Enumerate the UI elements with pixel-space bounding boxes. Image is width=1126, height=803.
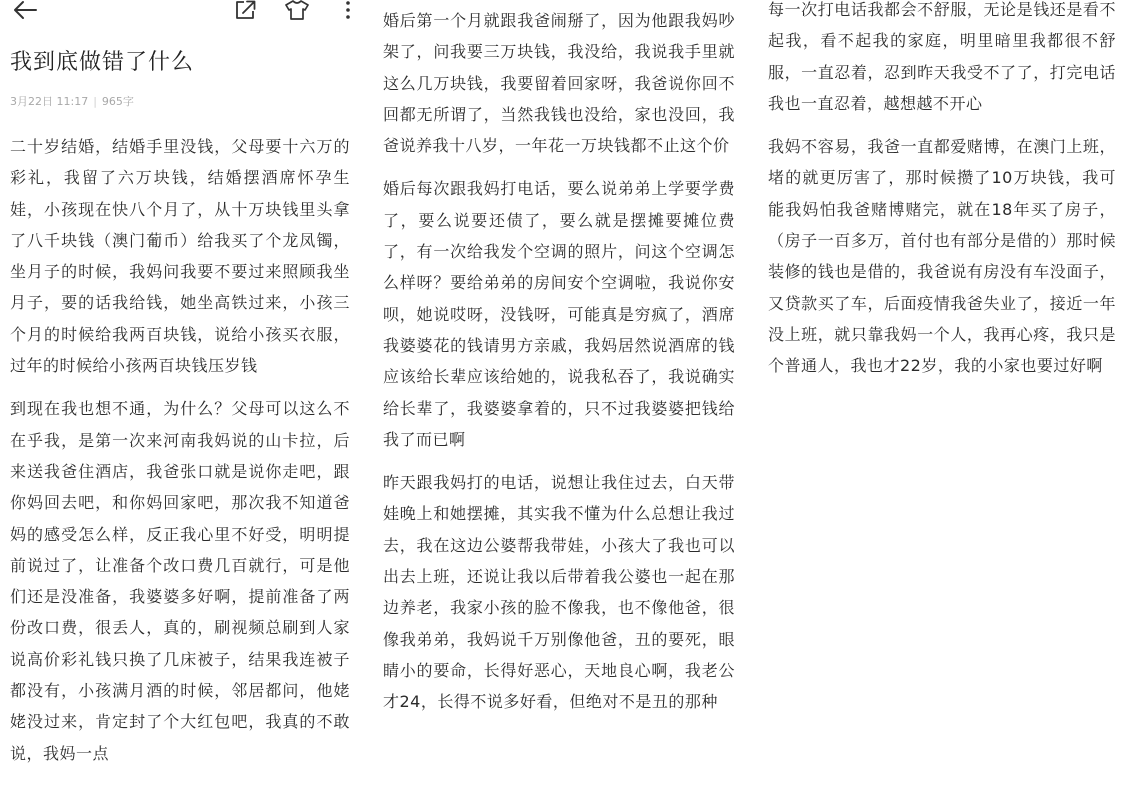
article-paragraph: 昨天跟我妈打的电话，说想让我住过去，白天带娃晚上和她摆摊，其实我不懂为什么总想让我过去，我在这边公婆帮我带娃，小孩大了我也可以出去上班，还说让我以后带着我公婆也一起在那边养老，我家小孩的脸不像我，也不像他爸，很像我弟弟，我妈说千万别像他爸，丑的要死，眼睛小的要命，长得好恶心，天地良心啊，我老公才24，长得不说多好看，但绝对不是丑的那种 [383, 473, 735, 712]
article-meta [10, 93, 134, 109]
column-2 [373, 0, 745, 803]
top-toolbar [0, 0, 360, 26]
article-body-part-3 [768, 0, 1116, 382]
theme-button[interactable] [282, 0, 312, 24]
article-body-part-2 [383, 5, 735, 718]
article-date: 3月22日 11:17 [10, 95, 89, 108]
back-button[interactable] [8, 0, 42, 24]
share-icon [233, 0, 257, 25]
share-button[interactable] [230, 0, 260, 24]
arrow-left-icon [12, 0, 38, 24]
more-button[interactable] [336, 0, 360, 24]
article-body-part-1 [10, 131, 350, 769]
article-paragraph: 到现在我也想不通，为什么？父母可以这么不在乎我，是第一次来河南我妈说的山卡拉，后来送我爸住酒店，我爸张口就是说你走吧，跟你妈回去吧，和你妈回家吧，那次我不知道爸妈的感受怎么样，反正我心里不好受，明明提前说过了，让准备个改口费几百就行，可是他们还是没准备，我婆婆多好啊，提前准备了两份改口费，很丢人，真的，刷视频总刷到人家说高价彩礼钱只换了几床被子，结果我连被子都没有，小孩满月酒的时候，邻居都问，他姥姥没过来，肯定封了个大红包吧，我真的不敢说，我妈一点 [10, 399, 350, 763]
article-paragraph: 婚后每次跟我妈打电话，要么说弟弟上学要学费了，要么说要还债了，要么就是摆摊要摊位费了，有一次给我发个空调的照片，问这个空调怎么样呀？要给弟弟的房间安个空调啦，我说你安呗，她说哎呀，没钱呀，可能真是穷疯了，酒席我婆婆花的钱请男方亲戚，我妈居然说酒席的钱应该给长辈应该给她的，说我私吞了，我说确实给长辈了，我婆婆拿着的，只不过我婆婆把钱给我了而已啊 [383, 179, 735, 449]
more-vertical-icon [344, 0, 352, 25]
tshirt-icon [284, 0, 310, 25]
article-paragraph: 婚后第一个月就跟我爸闹掰了，因为他跟我妈吵架了，问我要三万块钱，我没给，我说我手里就这么几万块钱，我要留着回家呀，我爸说你回不回都无所谓了，当然我钱也没给，家也没回，我爸说养我十八岁，一年花一万块钱都不止这个价 [383, 11, 735, 156]
article-paragraph: 我妈不容易，我爸一直都爱赌博，在澳门上班，堵的就更厉害了，那时候攒了10万块钱，我可能我妈怕我爸赌博赌完，就在18年买了房子，（房子一百多万，首付也有部分是借的）那时候装修的钱也是借的，我爸说有房没有车没面子，又贷款买了车，后面疫情我爸失业了，接近一年没上班，就只靠我妈一个人，我再心疼，我只是个普通人，我也才22岁，我的小家也要过好啊 [768, 137, 1116, 376]
column-3 [758, 0, 1126, 803]
article-word-count: 965字 [101, 95, 134, 108]
article-title: 我到底做错了什么 [10, 50, 195, 75]
article-paragraph: 每一次打电话我都会不舒服，无论是钱还是看不起我，看不起我的家庭，明里暗里我都很不舒服，一直忍着，忍到昨天我受不了了，打完电话我也一直忍着，越想越不开心 [768, 0, 1116, 113]
column-1 [0, 0, 360, 803]
article-paragraph: 二十岁结婚，结婚手里没钱，父母要十六万的彩礼，我留了六万块钱，结婚摆酒席怀孕生娃，小孩现在快八个月了，从十万块钱里头拿了八千块钱（澳门葡币）给我买了个龙凤镯，坐月子的时候，我妈问我要不要过来照顾我坐月子，要的话我给钱，她坐高铁过来，小孩三个月的时候给我两百块钱，说给小孩买衣服，过年的时候给小孩两百块钱压岁钱 [10, 137, 350, 376]
meta-separator: | [93, 95, 97, 108]
